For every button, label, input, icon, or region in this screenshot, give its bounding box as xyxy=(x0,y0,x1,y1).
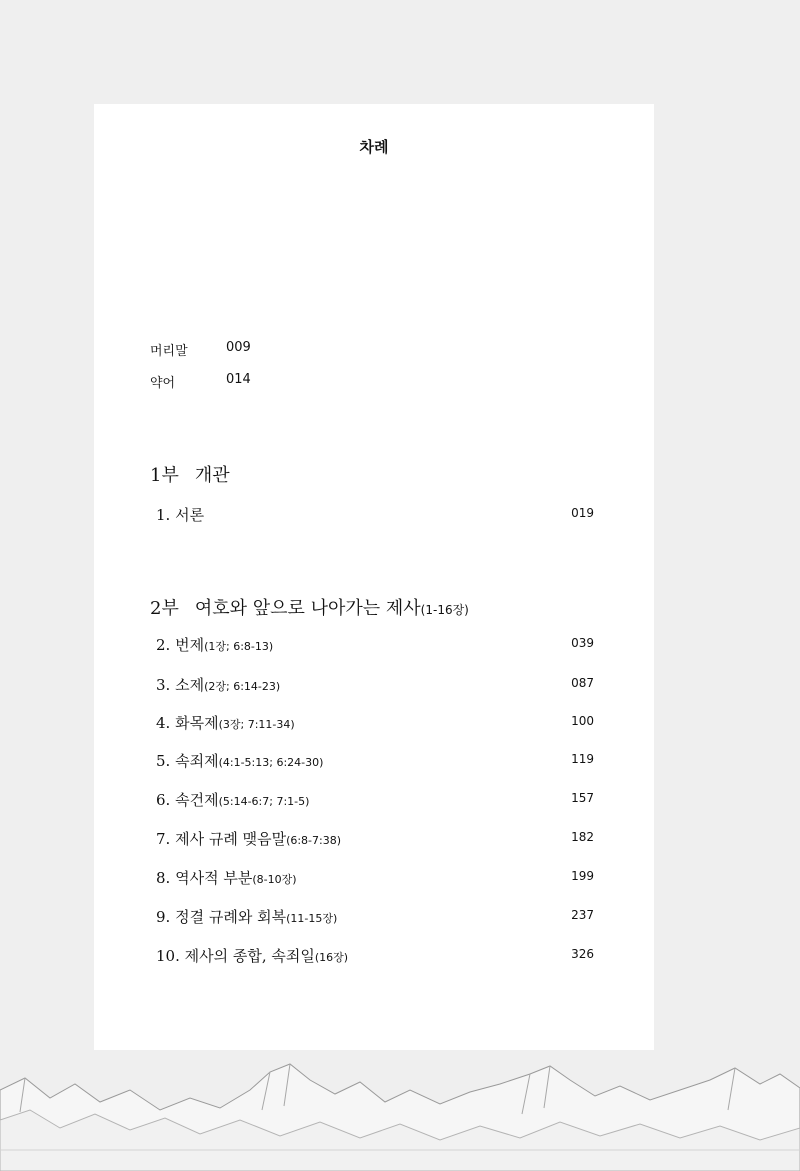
chapter-title: 번제 xyxy=(175,636,205,654)
page-number: 237 xyxy=(571,908,594,922)
chapter-reference: (4:1-5:13; 6:24-30) xyxy=(218,756,324,769)
front-matter-label: 약어 xyxy=(150,376,176,391)
toc-entry[interactable] xyxy=(156,789,594,811)
chapter-title: 속죄제 xyxy=(175,752,219,770)
page-number: 157 xyxy=(571,791,594,805)
chapter-number: 8. xyxy=(156,869,171,887)
page-number: 039 xyxy=(571,636,594,650)
part-title: 여호와 앞으로 나아가는 제사 xyxy=(194,598,421,619)
chapter-number: 10. xyxy=(156,947,180,965)
chapter-number: 3. xyxy=(156,676,171,694)
chapter-reference: (11-15장) xyxy=(286,912,338,925)
toc-entry[interactable] xyxy=(156,504,594,526)
chapter-reference: (6:8-7:38) xyxy=(286,834,342,847)
toc-entry[interactable] xyxy=(156,674,594,696)
page-number: 100 xyxy=(571,714,594,728)
part-number: 2부 xyxy=(150,598,179,619)
page-number: 087 xyxy=(571,676,594,690)
page-number: 326 xyxy=(571,947,594,961)
chapter-title: 서론 xyxy=(175,506,205,524)
page-number: 182 xyxy=(571,830,594,844)
toc-entry[interactable] xyxy=(156,712,594,734)
chapter-title: 화목제 xyxy=(175,714,219,732)
chapter-reference: (2장; 6:14-23) xyxy=(204,680,281,693)
mountain-illustration xyxy=(0,1050,800,1171)
chapter-reference: (5:14-6:7; 7:1-5) xyxy=(218,795,310,808)
page-number: 014 xyxy=(226,372,251,387)
chapter-title: 제사 규례 맺음말 xyxy=(175,830,287,848)
front-matter-label: 머리말 xyxy=(150,344,188,359)
chapter-reference: (16장) xyxy=(314,951,349,964)
part-title: 개관 xyxy=(194,465,230,486)
chapter-title: 소제 xyxy=(175,676,205,694)
page-number: 199 xyxy=(571,869,594,883)
toc-entry[interactable] xyxy=(156,828,594,850)
part-heading xyxy=(150,461,230,487)
chapter-number: 5. xyxy=(156,752,171,770)
toc-entry[interactable] xyxy=(156,634,594,656)
chapter-title: 정결 규례와 회복 xyxy=(175,908,287,926)
chapter-reference: (3장; 7:11-34) xyxy=(218,718,295,731)
chapter-number: 6. xyxy=(156,791,171,809)
chapter-title: 속건제 xyxy=(175,791,219,809)
part-number: 1부 xyxy=(150,465,179,486)
toc-entry[interactable] xyxy=(156,867,594,889)
page-number: 119 xyxy=(571,752,594,766)
page-number: 019 xyxy=(571,506,594,520)
chapter-number: 4. xyxy=(156,714,171,732)
chapter-reference: (8-10장) xyxy=(252,873,297,886)
part-range: (1-16장) xyxy=(420,603,469,617)
toc-entry[interactable] xyxy=(156,750,594,772)
toc-entry[interactable] xyxy=(156,906,594,928)
chapter-reference: (1장; 6:8-13) xyxy=(204,640,274,653)
chapter-title: 제사의 종합, 속죄일 xyxy=(184,947,315,965)
chapter-number: 7. xyxy=(156,830,171,848)
chapter-number: 1. xyxy=(156,506,171,524)
toc-entry[interactable] xyxy=(156,945,594,967)
page-title: 차례 xyxy=(359,138,389,156)
chapter-number: 2. xyxy=(156,636,171,654)
page-number: 009 xyxy=(226,340,251,355)
toc-page xyxy=(94,104,654,1050)
chapter-title: 역사적 부분 xyxy=(175,869,253,887)
part-heading xyxy=(150,594,469,620)
chapter-number: 9. xyxy=(156,908,171,926)
